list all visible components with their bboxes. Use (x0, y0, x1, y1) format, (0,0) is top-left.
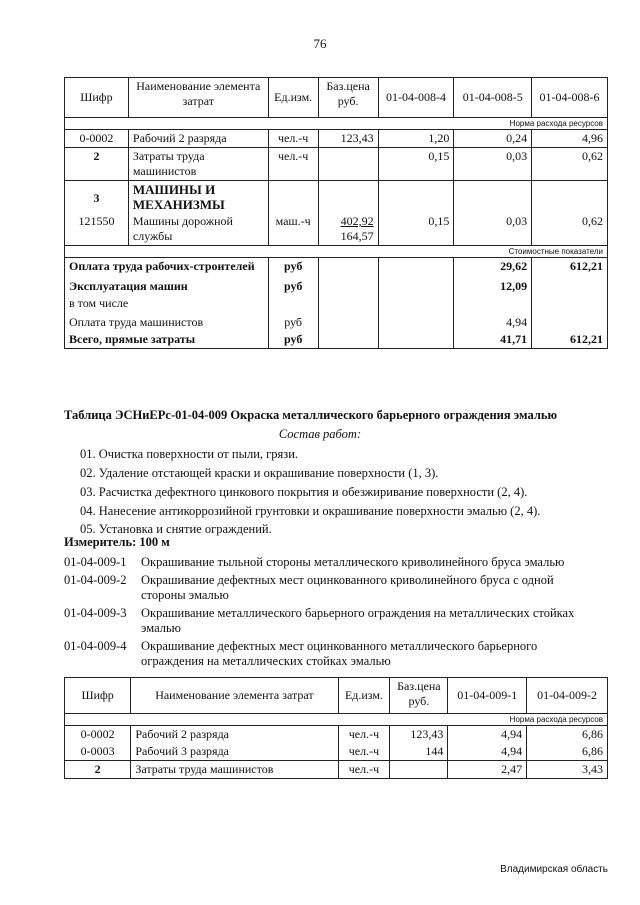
row-name: Машины дорожной службы (128, 213, 268, 246)
row-value-3: 0,62 (532, 213, 608, 246)
empty-cell (378, 258, 454, 276)
empty-cell (318, 258, 378, 276)
header-col-1: 01-04-009-1 (448, 678, 527, 714)
meter-label: Измеритель: 100 м (64, 535, 170, 549)
section-name: МАШИНЫ И МЕХАНИЗМЫ (128, 181, 268, 214)
row-code: 121550 (65, 213, 129, 246)
header-code: Шифр (65, 678, 131, 714)
work-item: 02. Удаление отстающей краски и окрашивание поверхности (1, 3). (80, 466, 439, 480)
row-unit: чел.-ч (268, 148, 318, 181)
row-price (318, 148, 378, 181)
footer-region: Владимирская область (500, 864, 608, 875)
header-price: Баз.цена руб. (318, 78, 378, 118)
row-price: 123,43 (390, 726, 448, 744)
table-header-row (65, 78, 608, 118)
row-value-2: 3,43 (527, 761, 608, 779)
header-col-2: 01-04-009-2 (527, 678, 608, 714)
resource-table-2 (64, 677, 608, 779)
section-row (65, 181, 608, 214)
header-price: Баз.цена руб. (390, 678, 448, 714)
row-code: 2 (65, 761, 131, 779)
header-name: Наименование элемента затрат (128, 78, 268, 118)
cost-unit: руб (268, 312, 318, 331)
work-title: Состав работ: (278, 427, 362, 441)
cost-name: Всего, прямые затраты (65, 331, 269, 349)
row-price (390, 761, 448, 779)
row-value-1: 4,94 (448, 743, 527, 761)
item-code: 01-04-009-2 (64, 573, 127, 587)
row-unit: маш.-ч (268, 213, 318, 246)
row-name: Рабочий 3 разряда (131, 743, 338, 761)
resource-table-1 (64, 77, 608, 349)
cost-name: Оплата труда машинистов (65, 312, 269, 331)
header-name: Наименование элемента затрат (131, 678, 338, 714)
cost-row (65, 331, 608, 349)
empty-cell (318, 275, 378, 295)
table-row (65, 213, 608, 246)
price-base: 164,57 (340, 229, 374, 243)
row-name: Рабочий 2 разряда (128, 130, 268, 148)
row-value-2: 0,24 (454, 130, 532, 148)
row-value-1: 4,94 (448, 726, 527, 744)
row-name: Затраты труда машинистов (131, 761, 338, 779)
cost-value-3 (532, 275, 608, 295)
row-code: 0-0002 (65, 130, 129, 148)
work-item: 04. Нанесение антикоррозийной грунтовки и окрашивание поверхности эмалью (2, 4). (80, 504, 541, 518)
empty-cell (378, 331, 454, 349)
cost-row (65, 295, 608, 312)
cost-value-3 (532, 312, 608, 331)
row-value-2: 0,03 (454, 213, 532, 246)
cost-value-2: 12,09 (454, 275, 532, 295)
cost-unit: руб (268, 331, 318, 349)
work-item: 05. Установка и снятие ограждений. (80, 522, 272, 536)
item-code: 01-04-009-3 (64, 606, 127, 620)
row-value-2: 0,03 (454, 148, 532, 181)
empty-cell (318, 312, 378, 331)
row-value-1: 0,15 (378, 148, 454, 181)
item-description: Окрашивание дефектных мест оцинкованного криволинейного бруса с одной стороны эмалью (141, 573, 554, 602)
row-value-1: 0,15 (378, 213, 454, 246)
row-value-2: 6,86 (527, 743, 608, 761)
row-value-1: 2,47 (448, 761, 527, 779)
header-col-1: 01-04-008-4 (378, 78, 454, 118)
row-price: 144 (390, 743, 448, 761)
cost-value-3: 612,21 (532, 258, 608, 276)
cost-unit: руб (268, 275, 318, 295)
cost-value-2: 4,94 (454, 312, 532, 331)
norm-label: Норма расхода ресурсов (65, 714, 608, 726)
row-price (318, 213, 378, 246)
cost-row (65, 275, 608, 295)
empty-cell (318, 181, 378, 214)
cost-unit (268, 295, 318, 312)
header-unit: Ед.изм. (268, 78, 318, 118)
row-name: Рабочий 2 разряда (131, 726, 338, 744)
row-code: 2 (65, 148, 129, 181)
header-col-3: 01-04-008-6 (532, 78, 608, 118)
empty-cell (268, 181, 318, 214)
header-unit: Ед.изм. (338, 678, 390, 714)
price-current: 402,92 (340, 214, 374, 228)
item-code: 01-04-009-1 (64, 555, 127, 569)
cost-value-2: 29,62 (454, 258, 532, 276)
section-title: Таблица ЭСНиЕРс-01-04-009 Окраска металлического барьерного ограждения эмалью (64, 408, 558, 422)
cost-name: в том числе (65, 295, 269, 312)
cost-value-2 (454, 295, 532, 312)
row-unit: чел.-ч (338, 743, 390, 761)
cost-label-row (65, 246, 608, 258)
item-description: Окрашивание дефектных мест оцинкованного металлического барьерного ограждения на металлических стойках эмалью (141, 639, 538, 668)
header-col-2: 01-04-008-5 (454, 78, 532, 118)
empty-cell (318, 331, 378, 349)
table-header-row (65, 678, 608, 714)
table-row (65, 726, 608, 744)
item-description: Окрашивание тыльной стороны металлического криволинейного бруса эмалью (141, 555, 565, 569)
row-name: Затраты труда машинистов (128, 148, 268, 181)
row-unit: чел.-ч (338, 761, 390, 779)
section-code: 3 (65, 181, 129, 214)
cost-unit: руб (268, 258, 318, 276)
row-code: 0-0002 (65, 726, 131, 744)
empty-cell (318, 295, 378, 312)
row-unit: чел.-ч (338, 726, 390, 744)
cost-value-3 (532, 295, 608, 312)
table-row (65, 761, 608, 779)
table-row (65, 148, 608, 181)
cost-label: Стоимостные показатели (65, 246, 608, 258)
empty-cell (378, 312, 454, 331)
empty-cell (378, 275, 454, 295)
empty-cell (532, 181, 608, 214)
page-number: 76 (313, 36, 327, 51)
row-value-3: 0,62 (532, 148, 608, 181)
row-value-1: 1,20 (378, 130, 454, 148)
item-code: 01-04-009-4 (64, 639, 127, 653)
cost-name: Оплата труда рабочих-строителей (65, 258, 269, 276)
norm-label: Норма расхода ресурсов (65, 118, 608, 130)
norm-label-row (65, 714, 608, 726)
empty-cell (378, 295, 454, 312)
item-description: Окрашивание металлического барьерного ограждения на металлических стойках эмалью (141, 606, 575, 635)
row-value-3: 4,96 (532, 130, 608, 148)
row-value-2: 6,86 (527, 726, 608, 744)
row-price: 123,43 (318, 130, 378, 148)
cost-name: Эксплуатация машин (65, 275, 269, 295)
cost-value-2: 41,71 (454, 331, 532, 349)
norm-label-row (65, 118, 608, 130)
work-item: 03. Расчистка дефектного цинкового покрытия и обезжиривание поверхности (2, 4). (80, 485, 528, 499)
empty-cell (454, 181, 532, 214)
cost-value-3: 612,21 (532, 331, 608, 349)
cost-row (65, 312, 608, 331)
table-row (65, 743, 608, 761)
empty-cell (378, 181, 454, 214)
header-code: Шифр (65, 78, 129, 118)
row-code: 0-0003 (65, 743, 131, 761)
row-unit: чел.-ч (268, 130, 318, 148)
table-row (65, 130, 608, 148)
cost-row (65, 258, 608, 276)
work-item: 01. Очистка поверхности от пыли, грязи. (80, 447, 299, 461)
